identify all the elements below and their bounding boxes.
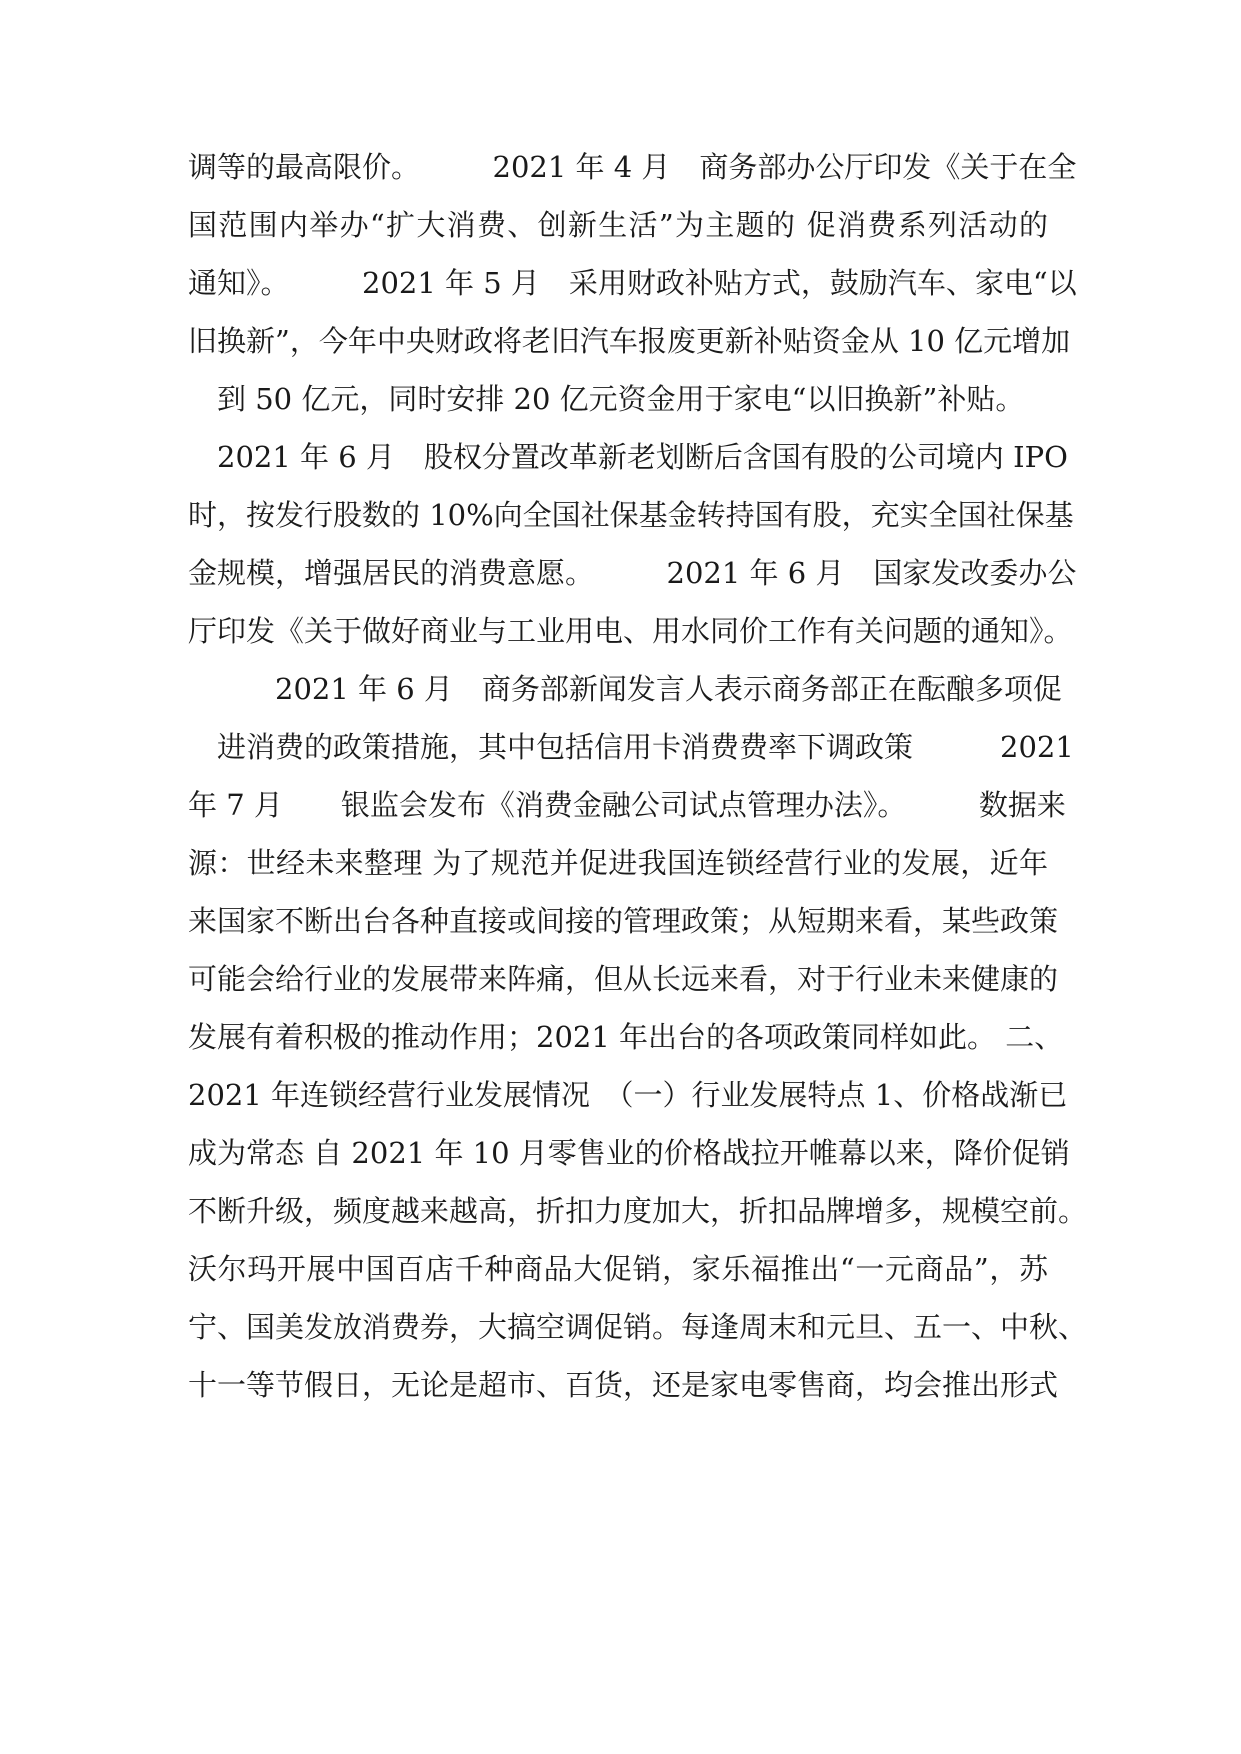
text-line: 旧换新”，今年中央财政将老旧汽车报废更新补贴资金从 10 亿元增加 (188, 324, 1071, 358)
text-line: 通知》。 2021 年 5 月 采用财政补贴方式，鼓励汽车、家电“以 (188, 266, 1077, 300)
text-line: 时，按发行股数的 10%向全国社保基金转持国有股，充实全国社保基 (188, 498, 1074, 532)
text-line: 调等的最高限价。 2021 年 4 月 商务部办公厅印发《关于在全 (188, 150, 1077, 184)
text-line: 国范围内举办“扩大消费、创新生活”为主题的 促消费系列活动的 (188, 208, 1048, 242)
text-line: 十一等节假日，无论是超市、百货，还是家电零售商，均会推出形式 (188, 1368, 1059, 1402)
text-line: 发展有着积极的推动作用；2021 年出台的各项政策同样如此。 二、 (188, 1020, 1064, 1054)
text-line: 沃尔玛开展中国百店千种商品大促销，家乐福推出“一元商品”，苏 (188, 1252, 1048, 1286)
text-line: 宁、国美发放消费券，大搞空调促销。每逢周末和元旦、五一、中秋、 (188, 1310, 1088, 1344)
text-line: 源：世经未来整理 为了规范并促进我国连锁经营行业的发展，近年 (188, 846, 1048, 880)
text-line: 2021 年 6 月 商务部新闻发言人表示商务部正在酝酿多项促 (188, 672, 1062, 706)
text-line: 金规模，增强居民的消费意愿。 2021 年 6 月 国家发改委办公 (188, 556, 1077, 590)
text-line: 年 7 月 银监会发布《消费金融公司试点管理办法》。 数据来 (188, 788, 1066, 822)
text-line: 来国家不断出台各种直接或间接的管理政策；从短期来看，某些政策 (188, 904, 1059, 938)
text-line: 到 50 亿元，同时安排 20 亿元资金用于家电“以旧换新”补贴。 (188, 382, 1025, 416)
text-line: 2021 年 6 月 股权分置改革新老划断后含国有股的公司境内 IPO (188, 440, 1068, 474)
text-line: 进消费的政策措施，其中包括信用卡消费费率下调政策 2021 (188, 730, 1074, 764)
text-line: 厅印发《关于做好商业与工业用电、用水同价工作有关问题的通知》。 (188, 614, 1073, 648)
text-line: 可能会给行业的发展带来阵痛，但从长远来看，对于行业未来健康的 (188, 962, 1059, 996)
text-line: 成为常态 自 2021 年 10 月零售业的价格战拉开帷幕以来，降价促销 (188, 1136, 1070, 1170)
text-line: 2021 年连锁经营行业发展情况 （一）行业发展特点 1、价格战渐已 (188, 1078, 1068, 1112)
text-line: 不断升级，频度越来越高，折扣力度加大，折扣品牌增多，规模空前。 (188, 1194, 1088, 1228)
